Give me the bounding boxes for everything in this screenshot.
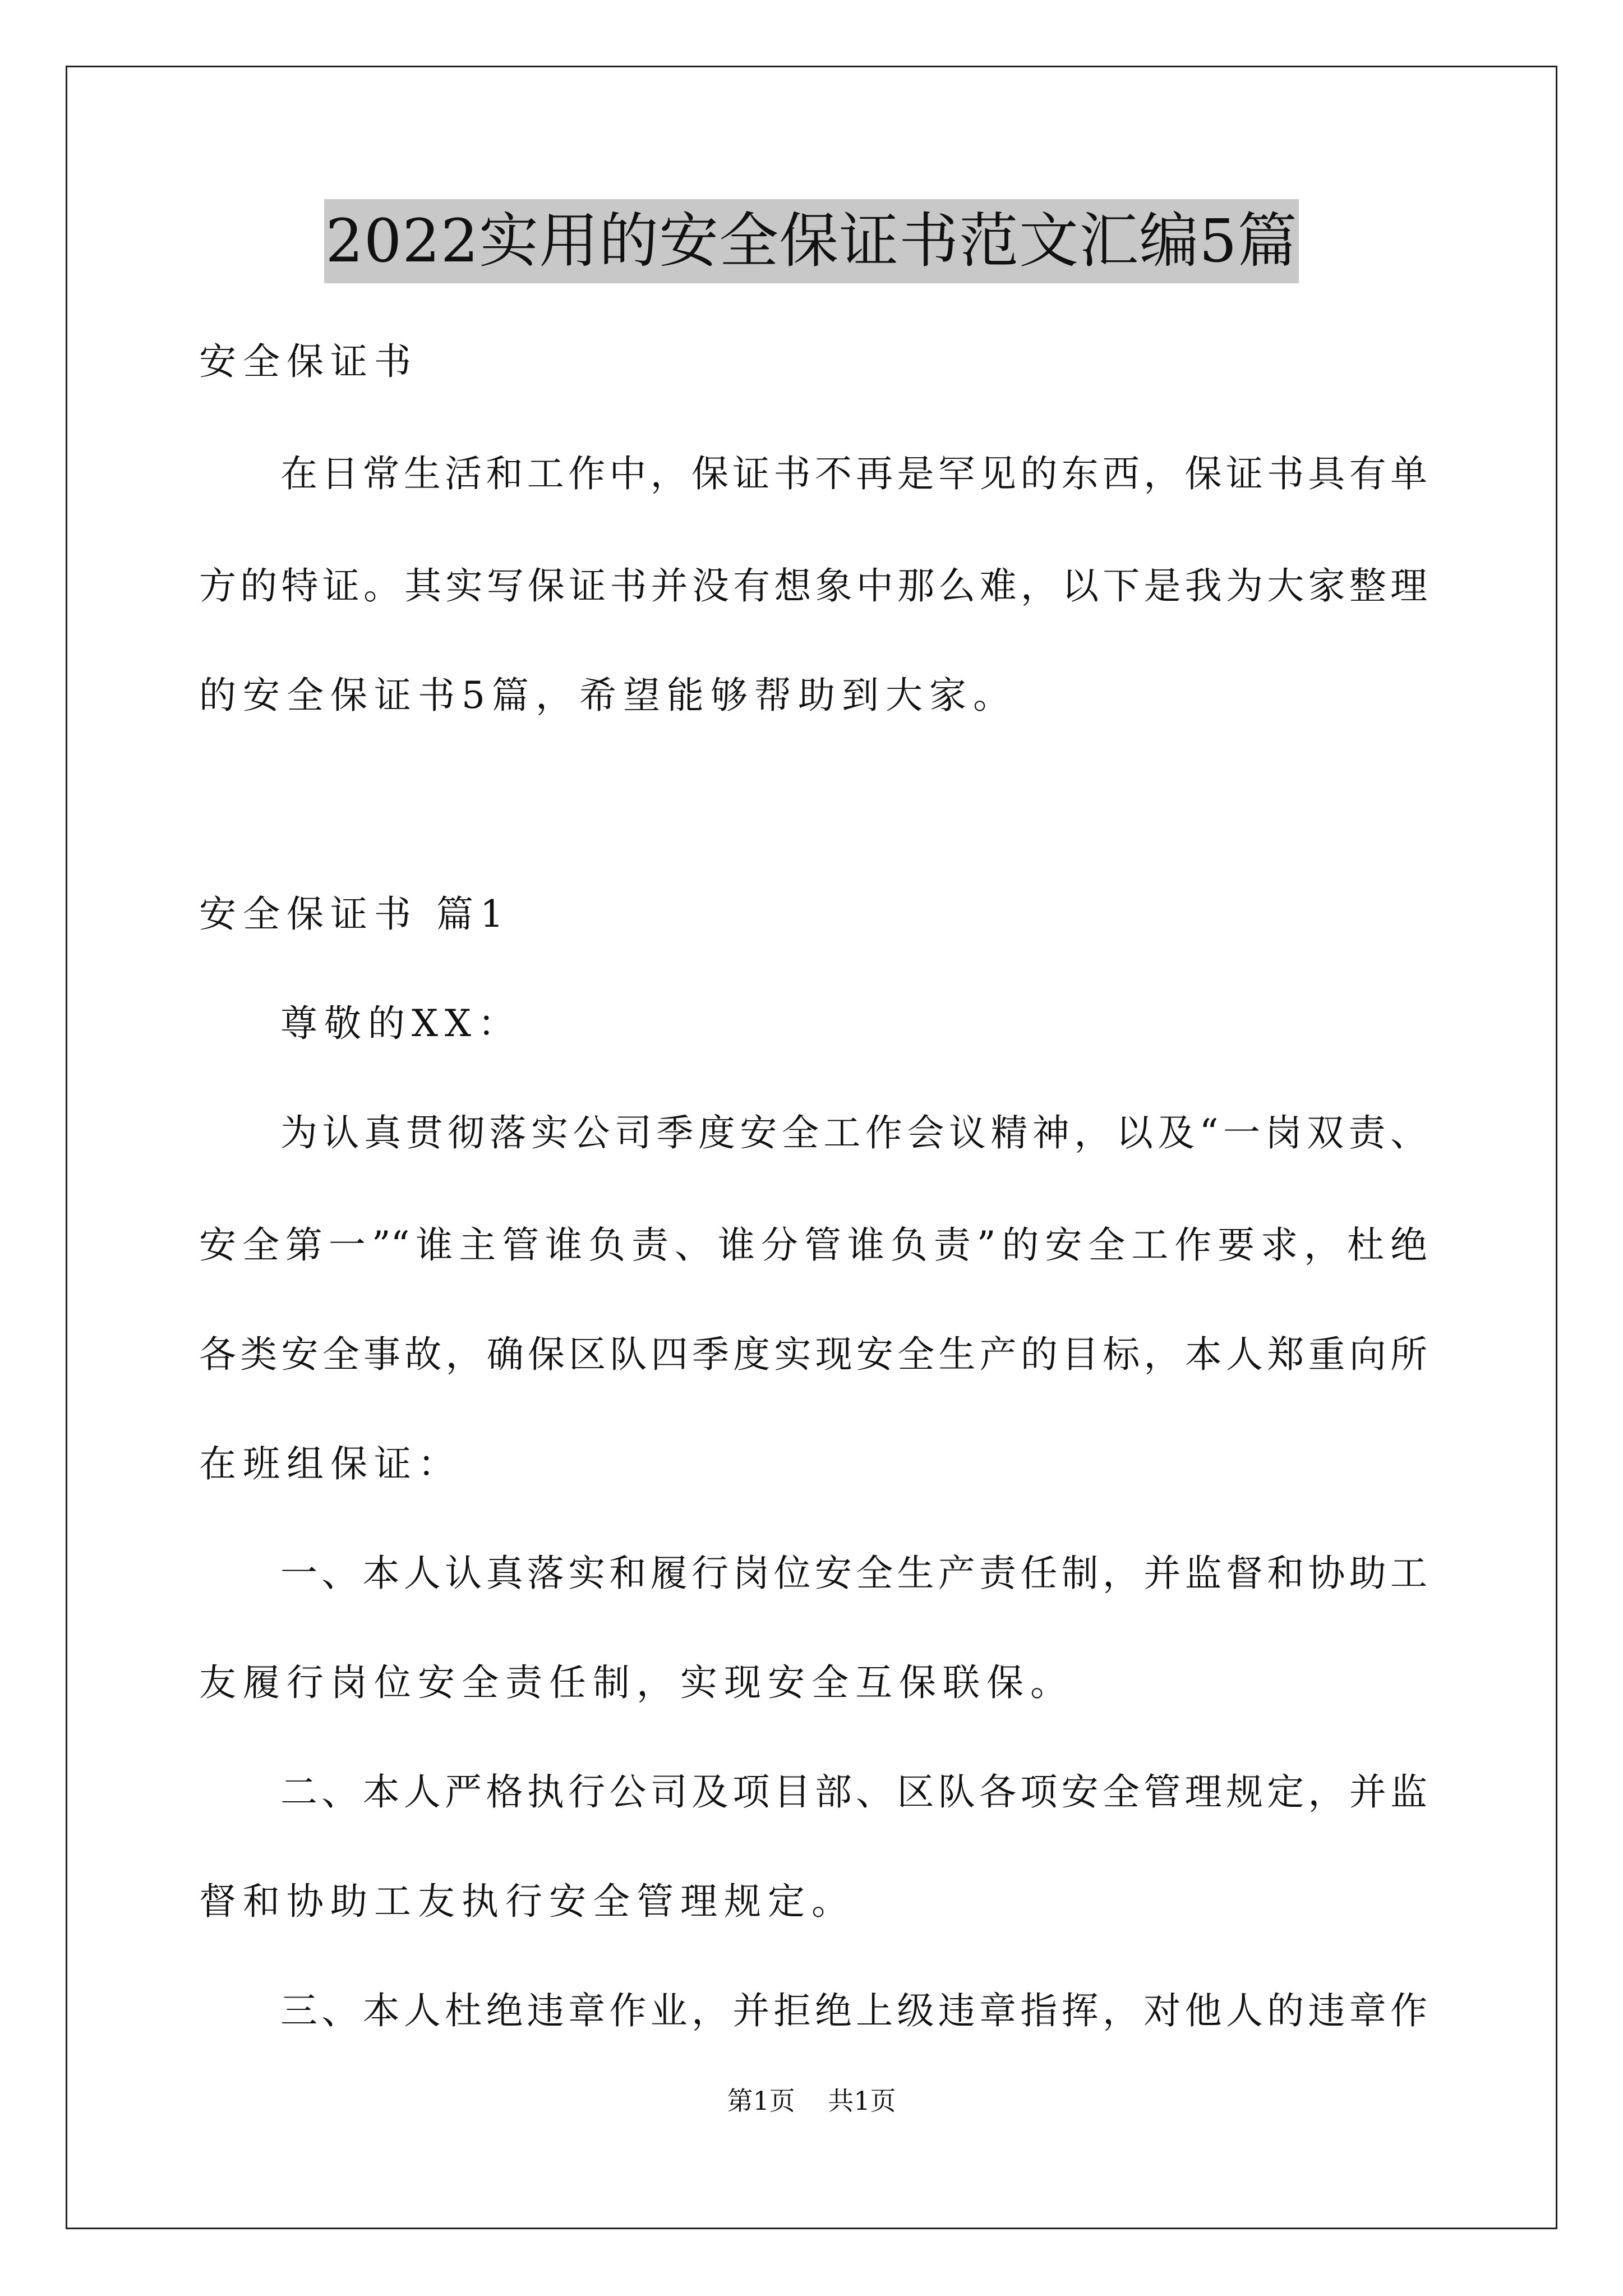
salutation: 尊敬的XX： — [280, 1002, 522, 1045]
body-line-5: 一、本人认真落实和履行岗位安全生产责任制，并监督和协助工 — [280, 1552, 1427, 1595]
document-title: 2022实用的安全保证书范文汇编5篇 — [324, 199, 1298, 283]
body-line-6: 友履行岗位安全责任制，实现安全互保联保。 — [199, 1661, 1074, 1704]
body-line-3: 各类安全事故，确保区队四季度实现安全生产的目标，本人郑重向所 — [199, 1333, 1427, 1376]
body-line-1: 为认真贯彻落实公司季度安全工作会议精神，以及“一岗双责、 — [280, 1111, 1427, 1154]
body-line-7: 二、本人严格执行公司及项目部、区队各项安全管理规定，并监 — [280, 1770, 1427, 1814]
title-wrap — [0, 199, 1623, 283]
intro-line-2: 方的特证。其实写保证书并没有想象中那么难，以下是我为大家整理 — [199, 564, 1427, 608]
page-footer: 第1页 共1页 — [727, 2086, 896, 2116]
heading-pledge-1: 安全保证书 篇1 — [199, 892, 510, 936]
intro-line-3: 的安全保证书5篇，希望能够帮助到大家。 — [199, 674, 1017, 717]
body-line-4: 在班组保证： — [199, 1442, 462, 1485]
body-line-8: 督和协助工友执行安全管理规定。 — [199, 1880, 855, 1923]
body-line-9: 三、本人杜绝违章作业，并拒绝上级违章指挥，对他人的违章作 — [280, 1989, 1427, 2032]
body-line-2: 安全第一”“谁主管谁负责、谁分管谁负责”的安全工作要求，杜绝 — [199, 1223, 1427, 1267]
heading-safety-pledge: 安全保证书 — [199, 340, 418, 383]
intro-line-1: 在日常生活和工作中，保证书不再是罕见的东西，保证书具有单 — [280, 452, 1427, 495]
